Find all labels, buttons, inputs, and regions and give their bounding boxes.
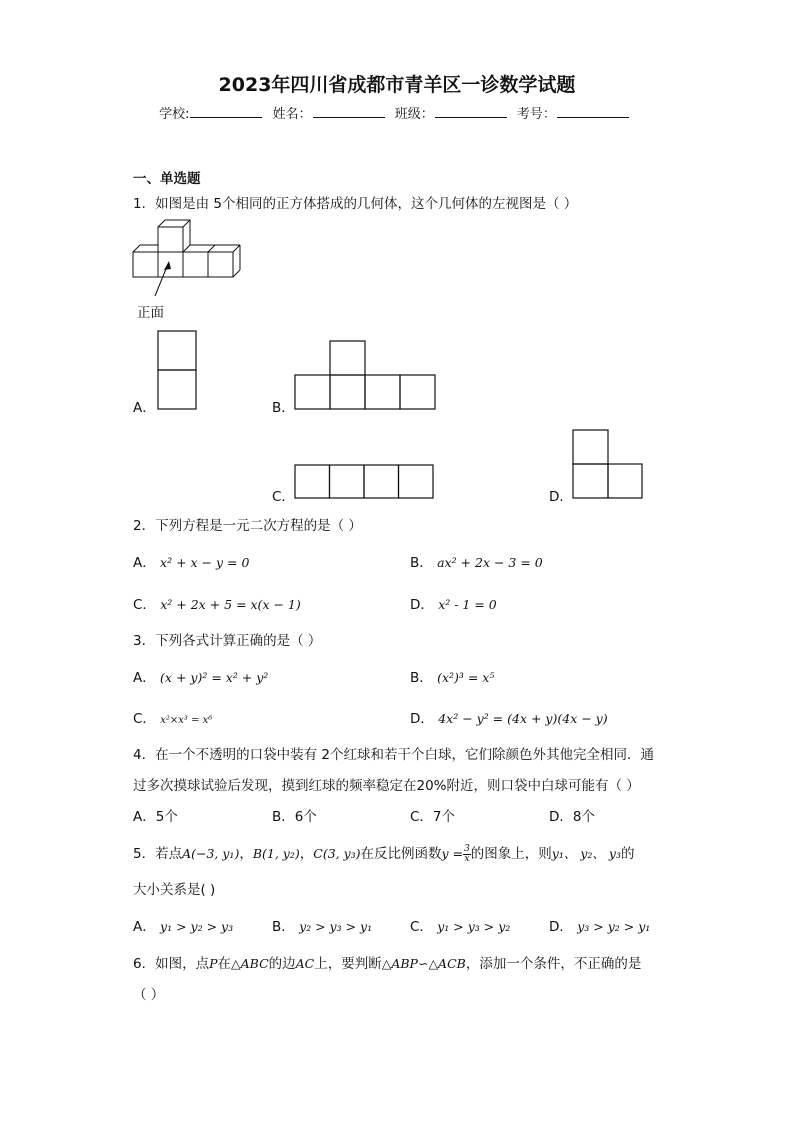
similarity-statement: △ABP∽△ACB [381,956,466,971]
option-label: C． [410,919,433,935]
q3-option-a[interactable] [133,666,268,686]
q3-option-b-math: (x²)³ = x⁵ [437,670,495,685]
q1-option-a-label: A． [133,400,156,416]
q5-option-d-math: y₃ > y₂ > y₁ [577,919,651,934]
q6-stem-line2: （ ） [133,987,165,1003]
fraction-numerator: 3 [464,843,470,854]
q2-option-d[interactable] [410,593,497,613]
q6-prefix: 6．如图，点 [133,956,210,972]
school-label: 学校: [159,107,190,122]
option-label: B． [272,919,295,935]
q5-option-a-math: y₁ > y₂ > y₃ [160,919,234,934]
side-ac: AC [295,956,315,971]
q1-stem: 1．如图是由 5个相同的正方体搭成的几何体，这个几何体的左视图是（ ） [133,196,578,212]
q2-option-b[interactable] [410,551,543,571]
option-label: B． [410,555,433,571]
q1-front-label: 正面 [137,305,164,321]
name-blank[interactable] [313,105,385,118]
option-label: D． [410,597,434,613]
q4-option-c[interactable]: C．7个 [410,809,456,825]
point-c: C(3, y₃) [313,846,361,861]
q2-option-c-math: x² + 2x + 5 = x(x − 1) [160,597,301,612]
class-blank[interactable] [435,105,507,118]
q6-in: 在 [217,956,232,972]
q4-stem-line1: 4．在一个不透明的口袋中装有 2个红球和若干个白球，它们除颜色外其他完全相同．通 [133,747,654,763]
q1-option-d-label: D． [549,489,573,505]
q6-side-word: 的边 [268,956,296,972]
q4-option-d[interactable]: D．8个 [549,809,595,825]
q5-suffix: 的图象上，则 [470,846,552,862]
option-label: B． [410,670,433,686]
point-a: A(−3, y₁) [182,846,240,861]
q3-option-c[interactable] [133,707,212,727]
q2-stem: 2．下列方程是一元二次方程的是（ ） [133,518,362,534]
triangle-abc: △ABC [231,956,269,971]
q3-stem: 3．下列各式计算正确的是（ ） [133,633,322,649]
q1-option-c-label: C． [272,489,295,505]
q5-suffix-end: 的 [620,846,635,862]
option-label: A． [133,919,156,935]
number-label: 考号： [516,107,556,122]
section-heading: 一、单选题 [133,171,201,187]
q6-suffix: ，添加一个条件，不正确的是 [465,956,642,972]
fraction [463,845,471,864]
q5-option-d[interactable] [549,915,650,935]
q3-option-b[interactable] [410,666,494,686]
q5-option-c[interactable] [410,915,510,935]
q6-mid: 上，要判断 [314,956,382,972]
fraction-denominator: x [464,853,470,864]
q3-option-d-math: 4x² − y² = (4x + y)(4x − y) [438,711,608,726]
q6-stem-line1 [133,952,641,972]
q5-variables: y₁、 y₂、 y₃ [551,846,621,861]
number-blank[interactable] [557,105,629,118]
q2-option-d-math: x² - 1 = 0 [438,597,497,612]
class-label: 班级： [394,107,434,122]
q3-option-a-math: (x + y)² = x² + y² [160,670,269,685]
option-label: D． [549,919,573,935]
page-title: 2023年四川省成都市青羊区一诊数学试题 [218,74,576,96]
q4-option-b[interactable]: B．6个 [272,809,317,825]
point-b: B(1, y₂) [252,846,300,861]
student-info-line [0,103,794,122]
q4-stem-line2: 过多次摸球试验后发现，摸到红球的频率稳定在20%附近，则口袋中白球可能有（ ） [133,778,640,794]
q5-option-c-math: y₁ > y₃ > y₂ [437,919,511,934]
q2-option-b-math: ax² + 2x − 3 = 0 [437,555,543,570]
q1-option-d-figure[interactable] [571,428,645,502]
option-label: A． [133,670,156,686]
q1-option-c-figure[interactable] [293,463,437,501]
q2-option-a-math: x² + x − y = 0 [160,555,250,570]
q2-option-c[interactable] [133,593,301,613]
option-label: C． [133,711,156,727]
q5-stem-line1 [133,842,634,864]
q5-mid-text: 在反比例函数 [360,846,442,862]
q5-stem-line2: 大小关系是( ) [133,882,216,898]
option-label: A． [133,555,156,571]
q1-option-a-figure[interactable] [156,329,200,413]
q5-option-a[interactable] [133,915,233,935]
q2-option-a[interactable] [133,551,249,571]
function-y: y = [441,846,464,861]
separator: ， [239,846,253,862]
point-p: P [209,956,218,971]
q5-prefix: 5．若点 [133,846,183,862]
school-blank[interactable] [190,105,262,118]
q5-option-b[interactable] [272,915,372,935]
option-label: D． [410,711,434,727]
q4-option-a[interactable]: A．5个 [133,809,178,825]
name-label: 姓名： [272,107,312,122]
q3-option-c-math: x²×x³ = x⁶ [160,715,213,726]
option-label: C． [133,597,156,613]
q1-option-b-label: B． [272,400,295,416]
q5-option-b-math: y₂ > y₃ > y₁ [299,919,373,934]
arrow-icon [164,261,171,270]
q3-option-d[interactable] [410,707,608,727]
q1-option-b-figure[interactable] [293,339,439,413]
separator: ， [299,846,314,862]
